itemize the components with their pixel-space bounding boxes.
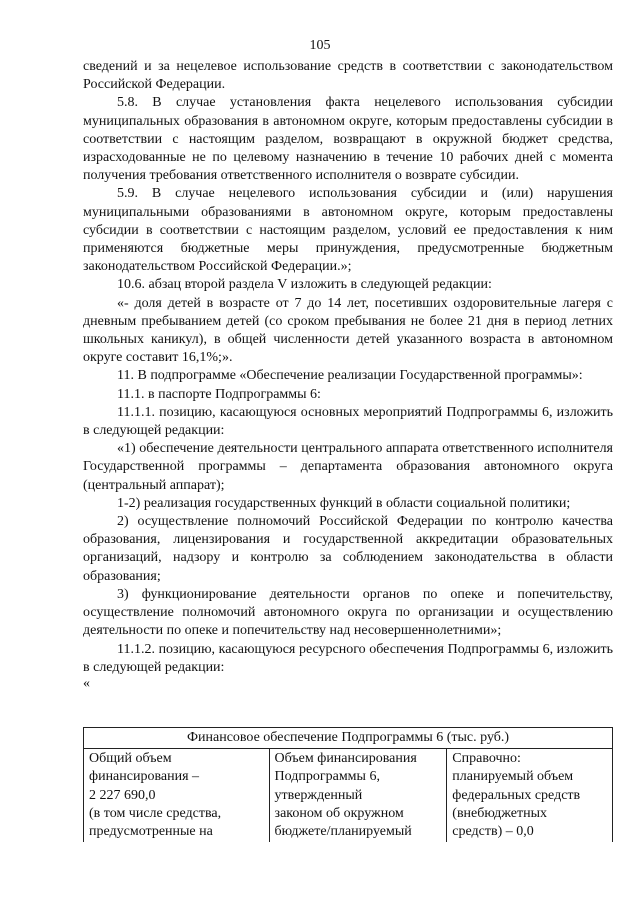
table-header-row xyxy=(84,728,613,749)
page-number: 105 xyxy=(309,38,331,53)
table-cell-reference xyxy=(447,749,613,843)
table-cell-subprogram-volume xyxy=(269,749,447,843)
paragraph: 11.1. в паспорте Подпрограммы 6: xyxy=(117,386,321,402)
cell-line: законом об окружном xyxy=(274,805,404,821)
cell-line: предусмотренные на xyxy=(89,824,213,840)
cell-line: Общий объем xyxy=(89,751,172,767)
paragraph: 3) функционирование деятельности органов по опеке и попечительству, осуществление полномочий автономного округа по организации и осуществлению деятельности по опеке и попечительству над несовершеннолетними»; xyxy=(83,586,613,639)
cell-line: Справочно: xyxy=(452,751,521,767)
financing-table xyxy=(83,727,613,842)
cell-line: финансирования – xyxy=(89,769,200,785)
cell-line: (в том числе средства, xyxy=(89,805,222,821)
cell-line: Объем финансирования xyxy=(274,751,417,767)
paragraph: 1-2) реализация государственных функций в области социальной политики; xyxy=(117,495,571,511)
table-header: Финансовое обеспечение Подпрограммы 6 (тыс. руб.) xyxy=(84,728,613,749)
paragraph: 5.9. В случае нецелевого использования субсидии и (или) нарушения муниципальными образованиями в автономном округе, которым предоставлены субсидии в соответствии с настоящим разделом, условий ее предоставления к ним применяются бюджетные меры принуждения, предусмотренные бюджетным законодательством Российской Федерации.»; xyxy=(83,186,613,275)
paragraph: «- доля детей в возрасте от 7 до 14 лет, посетивших оздоровительные лагеря с дневным пребыванием детей (со сроком пребывания не более 21 дня в период летних школьных каникул), в общей численности детей указанного возраста в автономном округе составит 16,1%;». xyxy=(83,295,613,366)
table-row xyxy=(84,749,613,843)
cell-line: бюджете/планируемый xyxy=(274,824,412,840)
cell-line: федеральных средств xyxy=(452,787,581,803)
paragraph: 11. В подпрограмме «Обеспечение реализации Государственной программы»: xyxy=(117,368,583,384)
paragraph: «1) обеспечение деятельности центрального аппарата ответственного исполнителя Государственной программы – департамента образования автономного округа (центральный аппарат); xyxy=(83,441,613,493)
paragraph: 2) осуществление полномочий Российской Федерации по контролю качества образования, лицензирования и государственной аккредитации образовательных организаций, надзору и контролю за соблюдением законодательства в области образования; xyxy=(83,514,613,584)
paragraph: 5.8. В случае установления факта нецелевого использования субсидии муниципальных образования в автономном округе, которым предоставлены субсидии в соответствии с настоящим разделом, возвращают в окружной бюджет средства, израсходованные не по целевому назначению в течение 10 рабочих дней с момента получения требования ответственного исполнителя о возврате субсидии. xyxy=(83,95,613,184)
cell-line: (внебюджетных xyxy=(452,805,547,821)
cell-line: утвержденный xyxy=(274,787,363,803)
paragraph: 11.1.2. позицию, касающуюся ресурсного обеспечения Подпрограммы 6, изложить в следующей редакции: xyxy=(83,641,613,675)
cell-line: планируемый объем xyxy=(452,769,574,785)
table-cell-total-volume xyxy=(84,749,270,843)
paragraph: сведений и за нецелевое использование средств в соответствии с законодательством Российской Федерации. xyxy=(83,59,613,93)
paragraph: 11.1.1. позицию, касающуюся основных мероприятий Подпрограммы 6, изложить в следующей редакции: xyxy=(83,404,613,439)
cell-line: средств) – 0,0 xyxy=(452,824,534,840)
cell-line: 2 227 690,0 xyxy=(89,787,156,803)
paragraph: 10.6. абзац второй раздела V изложить в следующей редакции: xyxy=(117,277,492,293)
cell-line: Подпрограммы 6, xyxy=(274,769,380,785)
opening-quote-mark: « xyxy=(83,675,90,691)
document-body xyxy=(83,58,613,691)
